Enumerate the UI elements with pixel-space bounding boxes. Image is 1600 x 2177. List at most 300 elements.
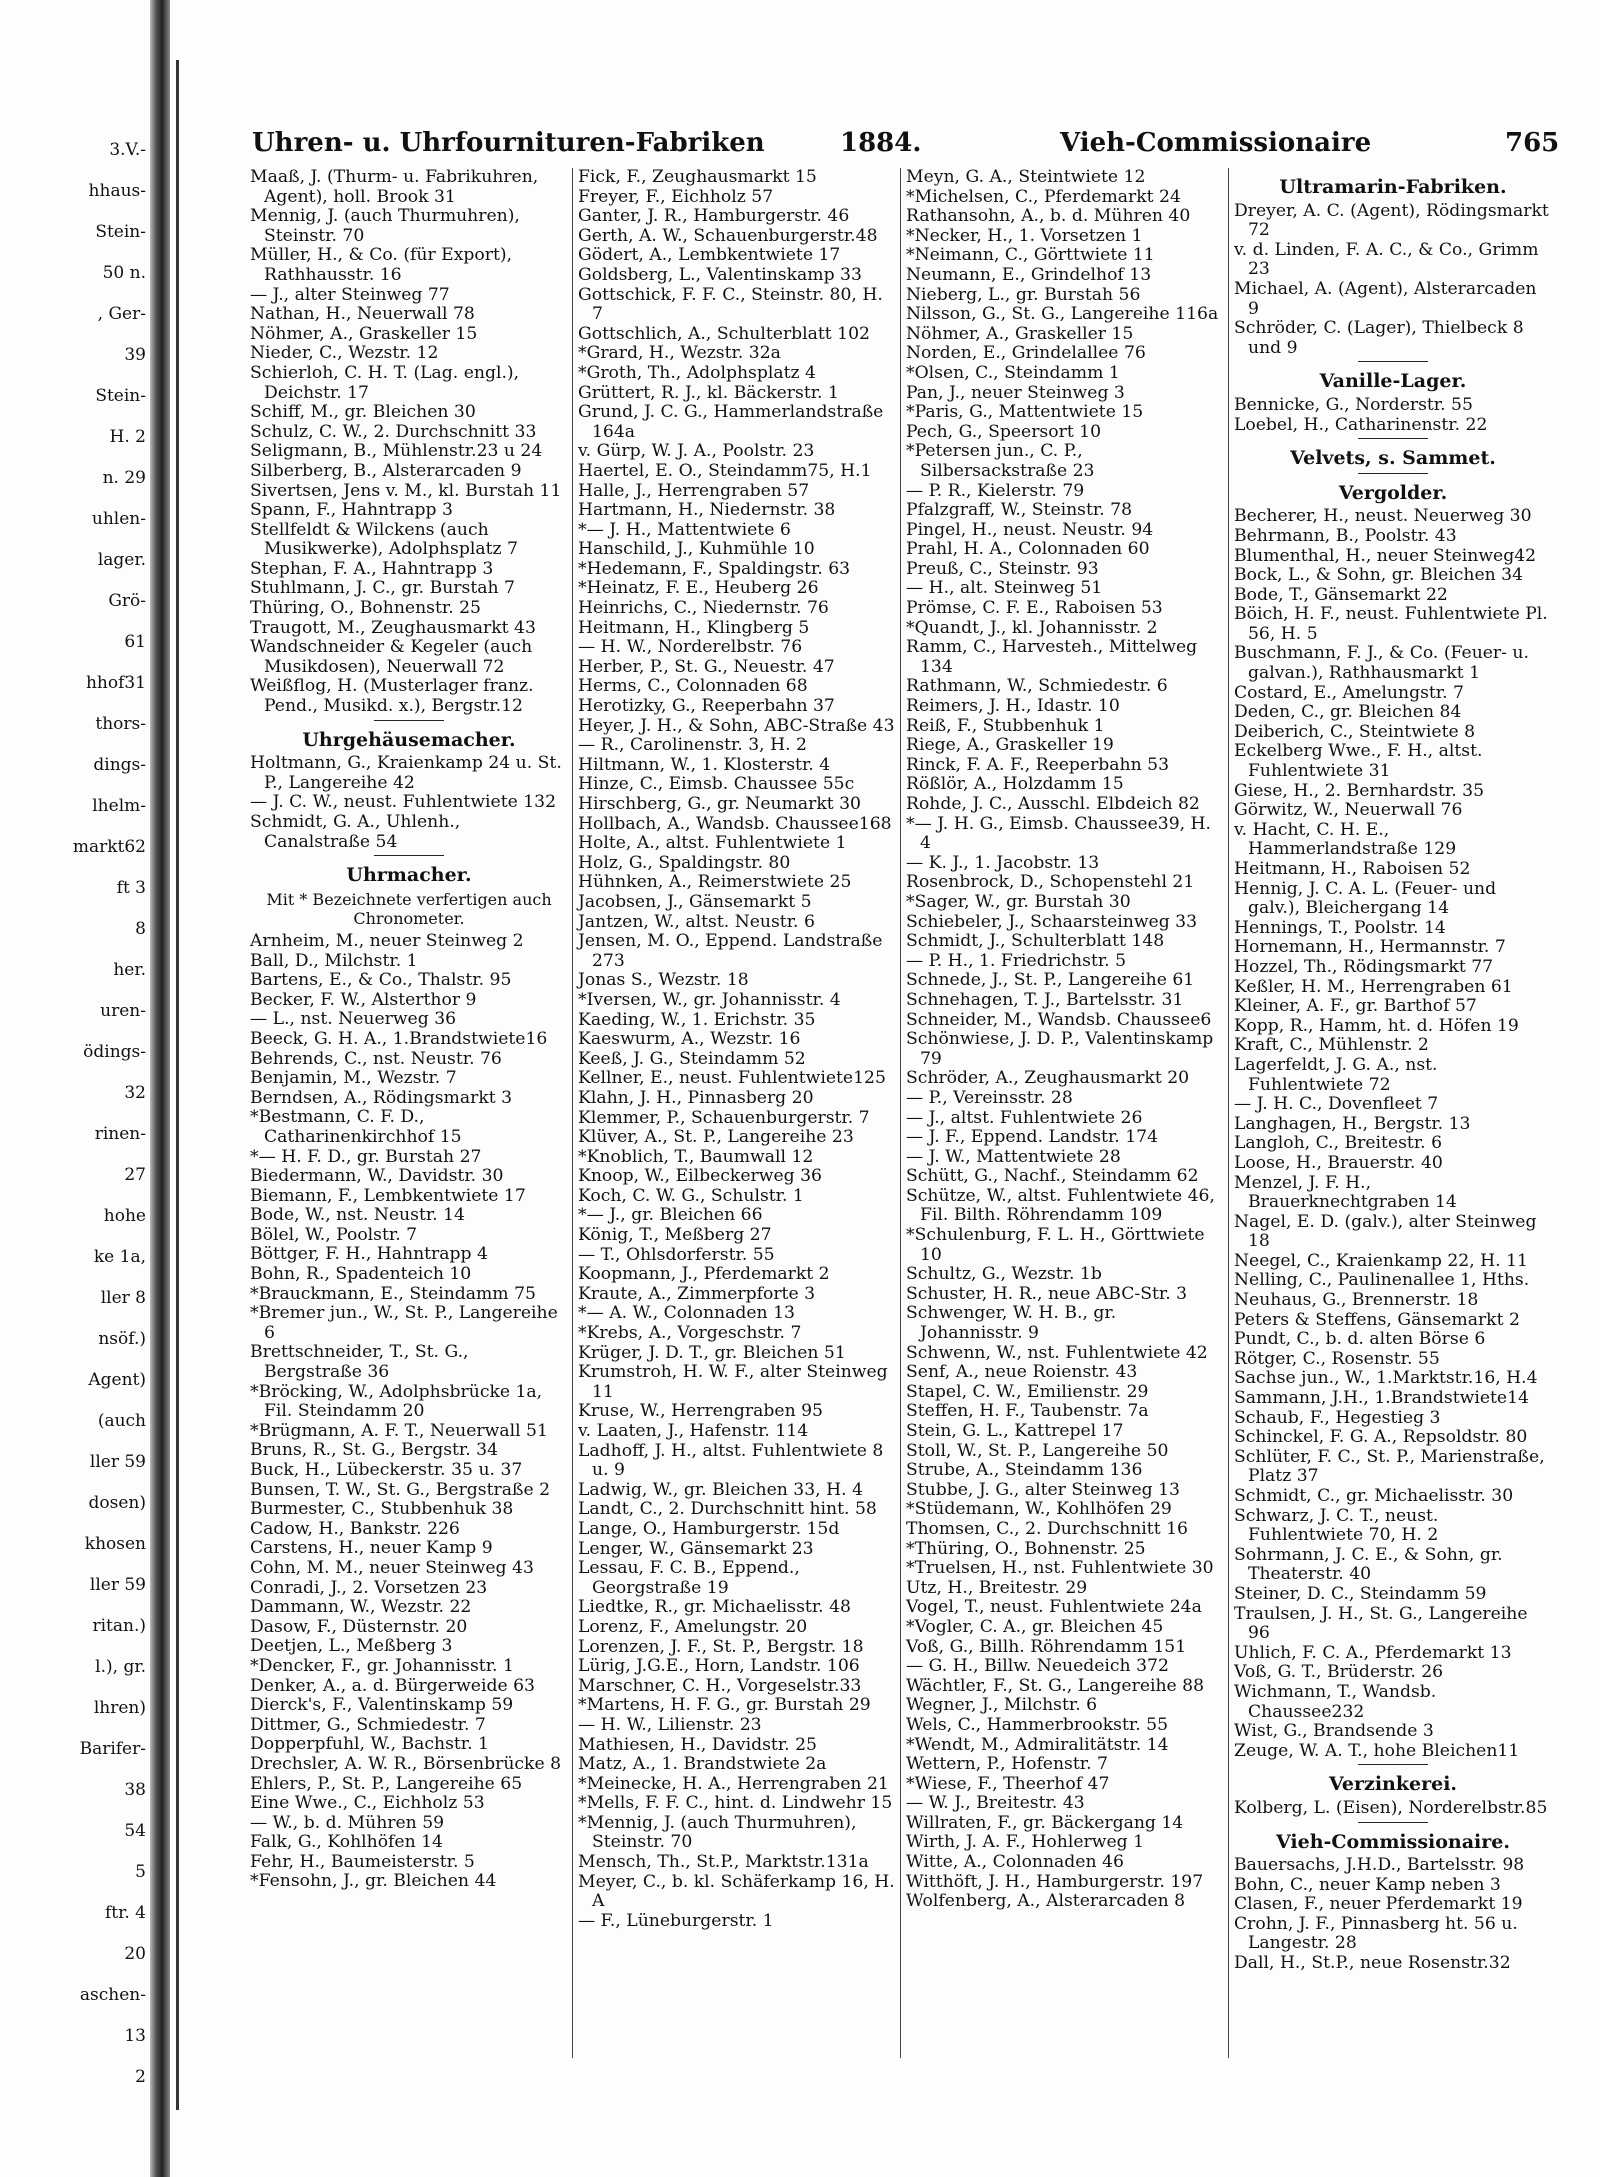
directory-entry: Bruns, R., St. G., Bergstr. 34: [250, 1440, 499, 1461]
directory-entry: — P. R., Kielerstr. 79: [906, 480, 1085, 501]
fragment-text: ftr. 4: [104, 1903, 146, 1923]
directory-entry: *Knoblich, T., Baumwall 12: [578, 1146, 814, 1167]
header-year: 1884.: [840, 128, 922, 158]
fragment-text: 8: [135, 919, 146, 939]
directory-entry: Halle, J., Herrengraben 57: [578, 480, 810, 501]
directory-entry: Wirth, J. A. F., Hohlerweg 1: [906, 1832, 1145, 1853]
directory-entry: Eine Wwe., C., Eichholz 53: [250, 1793, 485, 1814]
directory-entry: Böttger, F. H., Hahntrapp 4: [250, 1244, 488, 1265]
directory-entry: Zeuge, W. A. T., hohe Bleichen11: [1234, 1740, 1520, 1761]
directory-entry: Stellfeldt & Wilckens (auch Musikwerke), Adolphsplatz 7: [250, 519, 518, 560]
directory-entry: Pundt, C., b. d. alten Börse 6: [1234, 1329, 1486, 1350]
directory-entry: Freyer, F., Eichholz 57: [578, 186, 774, 207]
directory-entry: Sivertsen, Jens v. M., kl. Burstah 11: [250, 480, 562, 501]
directory-entry: Heinrichs, C., Niedernstr. 76: [578, 598, 829, 619]
directory-entry: Wegner, J., Milchstr. 6: [906, 1695, 1098, 1716]
directory-entry: Hanschild, J., Kuhmühle 10: [578, 539, 815, 560]
directory-entry: Kaeding, W., 1. Erichstr. 35: [578, 1009, 816, 1030]
fragment-text: 54: [124, 1821, 146, 1841]
section-heading: Vanille-Lager.: [1319, 370, 1467, 393]
fragment-text: Stein-: [95, 386, 146, 406]
directory-entry: Hiltmann, W., 1. Klosterstr. 4: [578, 754, 831, 775]
directory-entry: Lange, O., Hamburgerstr. 15d: [578, 1518, 840, 1539]
directory-entry: Neuhaus, G., Brennerstr. 18: [1234, 1290, 1479, 1311]
directory-entry: Ramm, C., Harvesteh., Mittelweg 134: [906, 637, 1198, 677]
section-heading: Verzinkerei.: [1328, 1773, 1458, 1796]
directory-entry: Thüring, O., Bohnenstr. 25: [250, 598, 481, 619]
column-4: [1234, 168, 1552, 1974]
directory-entry: Jonas S., Wezstr. 18: [578, 970, 749, 991]
directory-entry: Hartmann, H., Niedernstr. 38: [578, 500, 836, 521]
directory-entry: Keßler, H. M., Herrengraben 61: [1234, 976, 1513, 997]
directory-entry: Hollbach, A., Wandsb. Chaussee168: [578, 813, 892, 834]
directory-entry: Marschner, C. H., Vorgeselstr.33: [578, 1675, 862, 1696]
directory-entry: Nelling, C., Paulinenallee 1, Hths.: [1234, 1270, 1530, 1291]
directory-entry: Bennicke, G., Norderstr. 55: [1234, 394, 1473, 415]
directory-entry: *Heinatz, F. E., Heuberg 26: [578, 578, 819, 599]
directory-entry: Schneider, M., Wandsb. Chaussee6: [906, 1009, 1212, 1030]
directory-entry: *Neimann, C., Görttwiete 11: [906, 245, 1155, 266]
directory-entry: Kruse, W., Herrengraben 95: [578, 1401, 823, 1422]
directory-entry: Schönwiese, J. D. P., Valentinskamp 79: [906, 1029, 1214, 1069]
directory-entry: Denker, A., a. d. Bürgerweide 63: [250, 1675, 535, 1696]
directory-entry: Nathan, H., Neuerwall 78: [250, 304, 475, 325]
section-heading: Uhrmacher.: [346, 864, 472, 887]
directory-entry: Dall, H., St.P., neue Rosenstr.32: [1234, 1953, 1511, 1974]
directory-entry: Knoop, W., Eilbeckerweg 36: [578, 1166, 822, 1187]
directory-entry: *Thüring, O., Bohnenstr. 25: [906, 1538, 1146, 1559]
directory-entry: Buck, H., Lübeckerstr. 35 u. 37: [250, 1460, 523, 1480]
directory-entry: Gottschick, F. F. C., Steinstr. 80, H. 7: [578, 284, 883, 325]
directory-entry: Cohn, M. M., neuer Steinweg 43: [250, 1557, 534, 1578]
directory-entry: Giese, H., 2. Bernhardstr. 35: [1234, 780, 1485, 801]
directory-entry: Klahn, J. H., Pinnasberg 20: [578, 1087, 814, 1108]
directory-entry: Rosenbrock, D., Schopenstehl 21: [906, 872, 1195, 893]
directory-entry: *Paris, G., Mattentwiete 15: [906, 402, 1144, 423]
directory-entry: *Meinecke, H. A., Herrengraben 21: [578, 1773, 889, 1794]
section-heading: Velvets, s. Sammet.: [1290, 447, 1496, 470]
directory-page: [250, 120, 1560, 2070]
directory-entry: *Grard, H., Wezstr. 32a: [578, 343, 781, 364]
directory-entry: *Martens, H. F. G., gr. Burstah 29: [578, 1695, 871, 1716]
directory-entry: Menzel, J. F. H., Brauerknechtgraben 14: [1234, 1172, 1457, 1213]
directory-entry: *— J. H., Mattentwiete 6: [578, 519, 791, 540]
directory-entry: *Necker, H., 1. Vorsetzen 1: [906, 225, 1143, 246]
directory-entry: Meyn, G. A., Steintwiete 12: [906, 167, 1146, 187]
header-right-title: Vieh-Commissionaire: [1060, 128, 1372, 158]
directory-entry: Klüver, A., St. P., Langereihe 23: [578, 1127, 854, 1148]
fragment-text: lager.: [97, 550, 146, 570]
directory-entry: Sohrmann, J. C. E., & Sohn, gr. Theaterstr. 40: [1234, 1544, 1503, 1585]
directory-entry: — W., b. d. Mühren 59: [250, 1812, 445, 1833]
directory-entry: Böich, H. F., neust. Fuhlentwiete Pl. 56, H. 5: [1234, 604, 1548, 644]
directory-entry: Riege, A., Graskeller 19: [906, 735, 1114, 756]
column-3: [906, 168, 1224, 1912]
directory-entry: Pan, J., neuer Steinweg 3: [906, 382, 1125, 403]
directory-entry: Reimers, J. H., Idastr. 10: [906, 696, 1120, 717]
directory-entry: Dopperpfuhl, W., Bachstr. 1: [250, 1734, 489, 1755]
fragment-text: uren-: [100, 1001, 146, 1021]
directory-entry: Jantzen, W., altst. Neustr. 6: [578, 911, 815, 932]
directory-entry: Preuß, C., Steinstr. 93: [906, 558, 1099, 579]
directory-entry: Schütt, G., Nachf., Steindamm 62: [906, 1166, 1199, 1187]
directory-entry: *Bröcking, W., Adolphsbrücke 1a, Fil. Steindamm 20: [250, 1381, 543, 1422]
directory-entry: Wächtler, F., St. G., Langereihe 88: [906, 1675, 1205, 1696]
directory-entry: Schiff, M., gr. Bleichen 30: [250, 402, 476, 423]
fragment-text: aschen-: [79, 1985, 146, 2005]
directory-entry: *Quandt, J., kl. Johannisstr. 2: [906, 617, 1158, 638]
section-heading: Uhrgehäusemacher.: [302, 728, 516, 751]
directory-entry: Dasow, F., Düsternstr. 20: [250, 1616, 468, 1637]
section-rule: [374, 720, 444, 721]
directory-entry: Sammann, J.H., 1.Brandstwiete14: [1234, 1388, 1529, 1409]
fragment-text: (auch: [97, 1411, 146, 1431]
directory-entry: Bauersachs, J.H.D., Bartelsstr. 98: [1234, 1855, 1525, 1876]
fragment-text: ödings-: [83, 1042, 146, 1062]
directory-entry: Schmidt, G. A., Uhlenh., Canalstraße 54: [250, 812, 461, 852]
directory-entry: Drechsler, A. W. R., Börsenbrücke 8: [250, 1753, 562, 1774]
directory-entry: Brettschneider, T., St. G., Bergstraße 36: [250, 1342, 469, 1383]
fragment-text: H. 2: [109, 427, 146, 447]
directory-entry: — W. J., Breitestr. 43: [906, 1793, 1085, 1814]
directory-entry: Bohn, C., neuer Kamp neben 3: [1234, 1874, 1501, 1895]
directory-entry: Schwenger, W. H. B., gr. Johannisstr. 9: [906, 1303, 1117, 1344]
directory-entry: Mennig, J. (auch Thurmuhren), Steinstr. 70: [250, 206, 520, 246]
fragment-text: ft 3: [116, 878, 146, 898]
directory-entry: Schlüter, F. C., St. P., Marienstraße, Platz 37: [1234, 1446, 1545, 1487]
column-1: [250, 168, 568, 1892]
directory-entry: — J. C. W., neust. Fuhlentwiete 132: [250, 792, 557, 813]
header-left-title: Uhren- u. Uhrfournituren-Fabriken: [252, 128, 765, 158]
section-rule: [1358, 361, 1428, 362]
directory-entry: Herms, C., Colonnaden 68: [578, 676, 808, 697]
directory-entry: Stuhlmann, J. C., gr. Burstah 7: [250, 578, 515, 599]
fragment-text: ller 8: [100, 1288, 146, 1308]
fragment-text: hhof31: [85, 673, 146, 693]
directory-entry: Schütze, W., altst. Fuhlentwiete 46, Fil. Bilth. Röhrendamm 109: [906, 1185, 1215, 1226]
directory-entry: *Sager, W., gr. Burstah 30: [906, 891, 1131, 912]
directory-entry: — H. W., Norderelbstr. 76: [578, 637, 803, 658]
section-note: Mit * Bezeichnete verfertigen auch Chronometer.: [266, 889, 552, 929]
directory-entry: Prömse, C. F. E., Raboisen 53: [906, 598, 1163, 619]
directory-entry: *Petersen jun., C. P., Silbersackstraße 23: [906, 441, 1095, 481]
directory-entry: Langloh, C., Breitestr. 6: [1234, 1133, 1443, 1154]
directory-entry: Lorenzen, J. F., St. P., Bergstr. 18: [578, 1636, 864, 1657]
directory-entry: Conradi, J., 2. Vorsetzen 23: [250, 1577, 488, 1598]
fragment-text: 3.V.-: [109, 140, 146, 160]
directory-entry: Schmidt, C., gr. Michaelisstr. 30: [1234, 1486, 1514, 1506]
directory-entry: Grüttert, R. J., kl. Bäckerstr. 1: [578, 382, 839, 403]
directory-entry: Loose, H., Brauerstr. 40: [1234, 1152, 1443, 1173]
directory-entry: Schierloh, C. H. T. (Lag. engl.), Deichstr. 17: [250, 362, 520, 403]
fragment-text: Barifer-: [79, 1739, 146, 1759]
directory-entry: *Vogler, C. A., gr. Bleichen 45: [906, 1616, 1164, 1637]
fragment-text: markt62: [72, 837, 146, 857]
directory-entry: Herotizky, G., Reeperbahn 37: [578, 696, 835, 717]
facing-page-fragment: [0, 60, 150, 2140]
directory-entry: Michael, A. (Agent), Alsterarcaden 9: [1234, 278, 1537, 319]
directory-entry: Lorenz, F., Amelungstr. 20: [578, 1616, 808, 1637]
directory-entry: Deden, C., gr. Bleichen 84: [1234, 702, 1462, 723]
directory-entry: Voß, G., Billh. Röhrendamm 151: [906, 1636, 1187, 1657]
directory-entry: *Bremer jun., W., St. P., Langereihe 6: [250, 1303, 558, 1343]
directory-entry: Haertel, E. O., Steindamm75, H.1: [578, 460, 872, 481]
directory-entry: Rathmann, W., Schmiedestr. 6: [906, 676, 1168, 697]
section-heading: Vieh-Commissionaire.: [1276, 1830, 1510, 1853]
directory-entry: Goldsberg, L., Valentinskamp 33: [578, 264, 862, 285]
page-number: 765: [1505, 128, 1560, 158]
directory-entry: Biedermann, W., Davidstr. 30: [250, 1166, 504, 1187]
directory-entry: Liedtke, R., gr. Michaelisstr. 48: [578, 1597, 851, 1618]
directory-entry: Neegel, C., Kraienkamp 22, H. 11: [1234, 1250, 1528, 1271]
directory-entry: Landt, C., 2. Durchschnitt hint. 58: [578, 1499, 877, 1520]
directory-entry: — J. F., Eppend. Landstr. 174: [906, 1127, 1159, 1148]
directory-entry: Hühnken, A., Reimerstwiete 25: [578, 872, 852, 893]
directory-entry: *Groth, Th., Adolphsplatz 4: [578, 362, 816, 383]
directory-entry: Heitmann, H., Raboisen 52: [1234, 859, 1471, 879]
directory-entry: Fehr, H., Baumeisterstr. 5: [250, 1851, 475, 1872]
directory-entry: Görwitz, W., Neuerwall 76: [1234, 800, 1463, 821]
fragment-text: 2: [135, 2067, 146, 2087]
directory-entry: Biemann, F., Lembkentwiete 17: [250, 1185, 526, 1206]
directory-entry: Pingel, H., neust. Neustr. 94: [906, 519, 1154, 540]
fragment-text: khosen: [84, 1534, 146, 1554]
directory-entry: Bölel, W., Poolstr. 7: [250, 1224, 418, 1245]
directory-entry: Clasen, F., neuer Pferdemarkt 19: [1234, 1894, 1523, 1915]
fragment-text: Grö-: [108, 591, 146, 611]
directory-entry: Pfalzgraff, W., Steinstr. 78: [906, 500, 1133, 521]
directory-entry: v. Laaten, J., Hafenstr. 114: [578, 1421, 809, 1441]
directory-entry: Weißflog, H. (Musterlager franz. Pend., Musikd. x.), Bergstr.12: [250, 676, 534, 717]
directory-entry: Fick, F., Zeughausmarkt 15: [578, 167, 817, 187]
directory-entry: Ladwig, W., gr. Bleichen 33, H. 4: [578, 1479, 863, 1500]
directory-entry: Schröder, A., Zeughausmarkt 20: [906, 1068, 1190, 1089]
directory-entry: Ganter, J. R., Hamburgerstr. 46: [578, 206, 850, 227]
directory-entry: Gottschlich, A., Schulterblatt 102: [578, 323, 870, 344]
directory-entry: Kopp, R., Hamm, ht. d. Höfen 19: [1234, 1015, 1519, 1036]
directory-entry: Hirschberg, G., gr. Neumarkt 30: [578, 794, 861, 814]
directory-entry: Schuster, H. R., neue ABC-Str. 3: [906, 1283, 1188, 1304]
fragment-text: 5: [135, 1862, 146, 1882]
fragment-text: n. 29: [102, 468, 146, 488]
directory-entry: Wels, C., Hammerbrookstr. 55: [906, 1714, 1169, 1735]
directory-entry: Rathansohn, A., b. d. Mühren 40: [906, 206, 1191, 227]
directory-entry: *Bestmann, C. F. D., Catharinenkirchhof 15: [250, 1107, 462, 1147]
directory-entry: Nieberg, L., gr. Burstah 56: [906, 284, 1141, 305]
directory-entry: Spann, F., Hahntrapp 3: [250, 500, 453, 521]
fragment-text: lhelm-: [92, 796, 146, 816]
directory-entry: Falk, G., Kohlhöfen 14: [250, 1832, 443, 1853]
directory-entry: Loebel, H., Catharinenstr. 22: [1234, 414, 1488, 435]
column-divider: [1228, 168, 1229, 2058]
directory-entry: Kellner, E., neust. Fuhlentwiete125: [578, 1068, 886, 1089]
directory-entry: *— H. F. D., gr. Burstah 27: [250, 1146, 482, 1167]
directory-entry: Peters & Steffens, Gänsemarkt 2: [1234, 1309, 1520, 1330]
directory-entry: Reiß, F., Stubbenhuk 1: [906, 715, 1105, 736]
directory-entry: Meyer, C., b. kl. Schäferkamp 16, H. A: [578, 1871, 895, 1912]
directory-entry: — P. H., 1. Friedrichstr. 5: [906, 950, 1127, 971]
directory-entry: Krumstroh, H. W. F., alter Steinweg 11: [578, 1362, 888, 1402]
gutter-line: [176, 60, 179, 2110]
directory-entry: — K. J., 1. Jacobstr. 13: [906, 852, 1100, 873]
directory-entry: *Schulenburg, F. L. H., Görttwiete 10: [906, 1225, 1205, 1265]
directory-entry: Koopmann, J., Pferdemarkt 2: [578, 1264, 830, 1285]
fragment-text: hhaus-: [88, 181, 146, 201]
fragment-text: l.), gr.: [95, 1657, 146, 1677]
directory-entry: Deetjen, L., Meßberg 3: [250, 1636, 453, 1657]
directory-entry: Lessau, F. C. B., Eppend., Georgstraße 19: [578, 1558, 800, 1598]
directory-entry: *Olsen, C., Steindamm 1: [906, 362, 1120, 383]
directory-entry: Stoll, W., St. P., Langereihe 50: [906, 1440, 1169, 1461]
directory-entry: Nöhmer, A., Graskeller 15: [250, 323, 478, 344]
directory-entry: Jensen, M. O., Eppend. Landstraße 273: [578, 931, 883, 971]
directory-entry: Ehlers, P., St. P., Langereihe 65: [250, 1773, 523, 1794]
directory-entry: — H. W., Lilienstr. 23: [578, 1714, 762, 1735]
directory-entry: *Truelsen, H., nst. Fuhlentwiete 30: [906, 1558, 1214, 1579]
fragment-text: ller 59: [89, 1452, 146, 1472]
directory-entry: Behrends, C., nst. Neustr. 76: [250, 1048, 502, 1069]
directory-entry: Schwenn, W., nst. Fuhlentwiete 42: [906, 1342, 1208, 1363]
directory-entry: Voß, G. T., Brüderstr. 26: [1234, 1662, 1444, 1683]
directory-entry: Bartens, E., & Co., Thalstr. 95: [250, 970, 512, 991]
directory-entry: Kraute, A., Zimmerpforte 3: [578, 1283, 816, 1304]
directory-entry: Dammann, W., Wezstr. 22: [250, 1597, 472, 1618]
directory-entry: Senf, A., neue Roienstr. 43: [906, 1362, 1138, 1383]
directory-entry: — H., alt. Steinweg 51: [906, 578, 1103, 599]
section-heading: Vergolder.: [1338, 481, 1448, 504]
directory-entry: — T., Ohlsdorferstr. 55: [578, 1244, 775, 1265]
directory-entry: *Michelsen, C., Pferdemarkt 24: [906, 186, 1181, 207]
directory-entry: Heitmann, H., Klingberg 5: [578, 617, 810, 638]
directory-entry: Holte, A., altst. Fuhlentwiete 1: [578, 833, 847, 854]
directory-entry: *— A. W., Colonnaden 13: [578, 1303, 795, 1324]
fragment-text: 61: [124, 632, 146, 652]
directory-entry: *Krebs, A., Vorgeschstr. 7: [578, 1323, 802, 1344]
directory-entry: Bock, L., & Sohn, gr. Bleichen 34: [1234, 565, 1524, 586]
section-rule: [1358, 438, 1428, 439]
directory-entry: Witte, A., Colonnaden 46: [906, 1852, 1124, 1873]
directory-entry: Kleiner, A. F., gr. Barthof 57: [1234, 996, 1477, 1017]
fragment-text: rinen-: [94, 1124, 146, 1144]
directory-entry: Lagerfeldt, J. G. A., nst. Fuhlentwiete 72: [1234, 1054, 1438, 1095]
fragment-text: , Ger-: [97, 304, 146, 324]
directory-entry: Dittmer, G., Schmiedestr. 7: [250, 1714, 486, 1735]
directory-entry: Stein, G. L., Kattrepel 17: [906, 1421, 1124, 1441]
directory-entry: Dierck's, F., Valentinskamp 59: [250, 1695, 514, 1716]
directory-entry: Hennig, J. C. A. L. (Feuer- und galv.), Bleichergang 14: [1234, 878, 1497, 919]
directory-entry: Mensch, Th., St.P., Marktstr.131a: [578, 1852, 869, 1873]
directory-entry: Beeck, G. H. A., 1.Brandstwiete16: [250, 1028, 548, 1049]
directory-entry: Nieder, C., Wezstr. 12: [250, 343, 439, 364]
directory-entry: Koch, C. W. G., Schulstr. 1: [578, 1185, 804, 1206]
directory-entry: Stephan, F. A., Hahntrapp 3: [250, 558, 494, 579]
directory-entry: — J. H. C., Dovenfleet 7: [1234, 1094, 1439, 1115]
fragment-text: Agent): [88, 1370, 146, 1390]
directory-entry: — P., Vereinsstr. 28: [906, 1087, 1073, 1108]
directory-entry: Gerth, A. W., Schauenburgerstr.48: [578, 225, 878, 246]
fragment-text: ller 59: [89, 1575, 146, 1595]
directory-entry: Kraft, C., Mühlenstr. 2: [1234, 1035, 1429, 1056]
fragment-text: 39: [124, 345, 146, 365]
directory-entry: Crohn, J. F., Pinnasberg ht. 56 u. Langestr. 28: [1234, 1913, 1518, 1954]
directory-entry: *Wendt, M., Admiralitätstr. 14: [906, 1734, 1169, 1755]
directory-entry: Costard, E., Amelungstr. 7: [1234, 682, 1464, 703]
directory-entry: Traulsen, J. H., St. G., Langereihe 96: [1234, 1603, 1528, 1644]
directory-entry: Uhlich, F. C. A., Pferdemarkt 13: [1234, 1642, 1512, 1663]
section-heading: Ultramarin-Fabriken.: [1279, 176, 1507, 198]
directory-entry: König, T., Meßberg 27: [578, 1225, 772, 1246]
directory-entry: v. d. Linden, F. A. C., & Co., Grimm 23: [1234, 239, 1539, 280]
directory-entry: Steiner, D. C., Steindamm 59: [1234, 1583, 1487, 1604]
directory-entry: Willraten, F., gr. Bäckergang 14: [906, 1812, 1184, 1833]
directory-entry: *— J. H. G., Eimsb. Chaussee39, H. 4: [906, 813, 1212, 854]
book-gutter: [150, 0, 170, 2177]
column-2: [578, 168, 896, 1931]
directory-entry: Bohn, R., Spadenteich 10: [250, 1264, 472, 1285]
directory-entry: Grund, J. C. G., Hammerlandstraße 164a: [578, 402, 884, 442]
fragment-text: 13: [124, 2026, 146, 2046]
directory-entry: Neumann, E., Grindelhof 13: [906, 264, 1152, 285]
directory-entry: — J. W., Mattentwiete 28: [906, 1146, 1121, 1167]
directory-entry: Vogel, T., neust. Fuhlentwiete 24a: [906, 1597, 1202, 1618]
fragment-text: ritan.): [92, 1616, 146, 1636]
directory-entry: Maaß, J. (Thurm- u. Fabrikuhren, Agent), holl. Brook 31: [250, 167, 539, 207]
directory-entry: Schultz, G., Wezstr. 1b: [906, 1264, 1102, 1285]
directory-entry: *Dencker, F., gr. Johannisstr. 1: [250, 1655, 514, 1676]
directory-entry: Wolfenberg, A., Alsterarcaden 8: [906, 1891, 1186, 1912]
directory-entry: Thomsen, C., 2. Durchschnitt 16: [906, 1518, 1188, 1539]
fragment-text: 20: [124, 1944, 146, 1964]
directory-entry: Bunsen, T. W., St. G., Bergstraße 2: [250, 1479, 551, 1500]
directory-entry: *Fensohn, J., gr. Bleichen 44: [250, 1871, 497, 1892]
directory-entry: *Mells, F. F. C., hint. d. Lindwehr 15: [578, 1793, 893, 1814]
directory-entry: *Hedemann, F., Spaldingstr. 63: [578, 558, 851, 579]
directory-entry: Burmester, C., Stubbenhuk 38: [250, 1499, 514, 1520]
directory-entry: Schnede, J., St. P., Langereihe 61: [906, 970, 1195, 991]
fragment-text: 32: [124, 1083, 146, 1103]
directory-entry: Utz, H., Breitestr. 29: [906, 1577, 1088, 1598]
fragment-text: thors-: [95, 714, 146, 734]
directory-entry: Rinck, F. A. F., Reeperbahn 53: [906, 754, 1170, 775]
directory-entry: Schröder, C. (Lager), Thielbeck 8 und 9: [1234, 318, 1524, 358]
directory-entry: Nagel, E. D. (galv.), alter Steinweg 18: [1234, 1211, 1537, 1252]
directory-entry: Ladhoff, J. H., altst. Fuhlentwiete 8 u. 9: [578, 1440, 884, 1481]
directory-entry: Wandschneider & Kegeler (auch Musikdosen), Neuerwall 72: [250, 637, 533, 677]
directory-entry: Nöhmer, A., Graskeller 15: [906, 323, 1134, 344]
fragment-text: nsöf.): [98, 1329, 146, 1349]
directory-entry: — F., Lüneburgerstr. 1: [578, 1910, 774, 1931]
directory-entry: Rohde, J. C., Ausschl. Elbdeich 82: [906, 794, 1200, 814]
directory-entry: Strube, A., Steindamm 136: [906, 1460, 1143, 1481]
directory-entry: Bode, W., nst. Neustr. 14: [250, 1205, 465, 1226]
directory-entry: Berndsen, A., Rödingsmarkt 3: [250, 1087, 513, 1108]
directory-entry: Becherer, H., neust. Neuerweg 30: [1234, 506, 1532, 527]
directory-entry: — L., nst. Neuerweg 36: [250, 1009, 457, 1030]
directory-entry: Sachse jun., W., 1.Marktstr.16, H.4: [1234, 1368, 1538, 1389]
directory-entry: Stapel, C. W., Emilienstr. 29: [906, 1381, 1149, 1402]
directory-entry: Schaub, F., Hegestieg 3: [1234, 1407, 1441, 1428]
directory-entry: Schnehagen, T. J., Bartelsstr. 31: [906, 989, 1184, 1010]
directory-entry: Müller, H., & Co. (für Export), Rathhausstr. 16: [250, 245, 513, 285]
section-rule: [1358, 1764, 1428, 1765]
fragment-text: dings-: [93, 755, 146, 775]
directory-entry: *Brauckmann, E., Steindamm 75: [250, 1283, 536, 1304]
directory-entry: Nilsson, G., St. G., Langereihe 116a: [906, 304, 1219, 325]
directory-entry: Wist, G., Brandsende 3: [1234, 1721, 1434, 1742]
directory-entry: Kolberg, L. (Eisen), Norderelbstr.85: [1234, 1797, 1548, 1818]
directory-entry: Pech, G., Speersort 10: [906, 421, 1102, 442]
directory-entry: — R., Carolinenstr. 3, H. 2: [578, 735, 807, 756]
